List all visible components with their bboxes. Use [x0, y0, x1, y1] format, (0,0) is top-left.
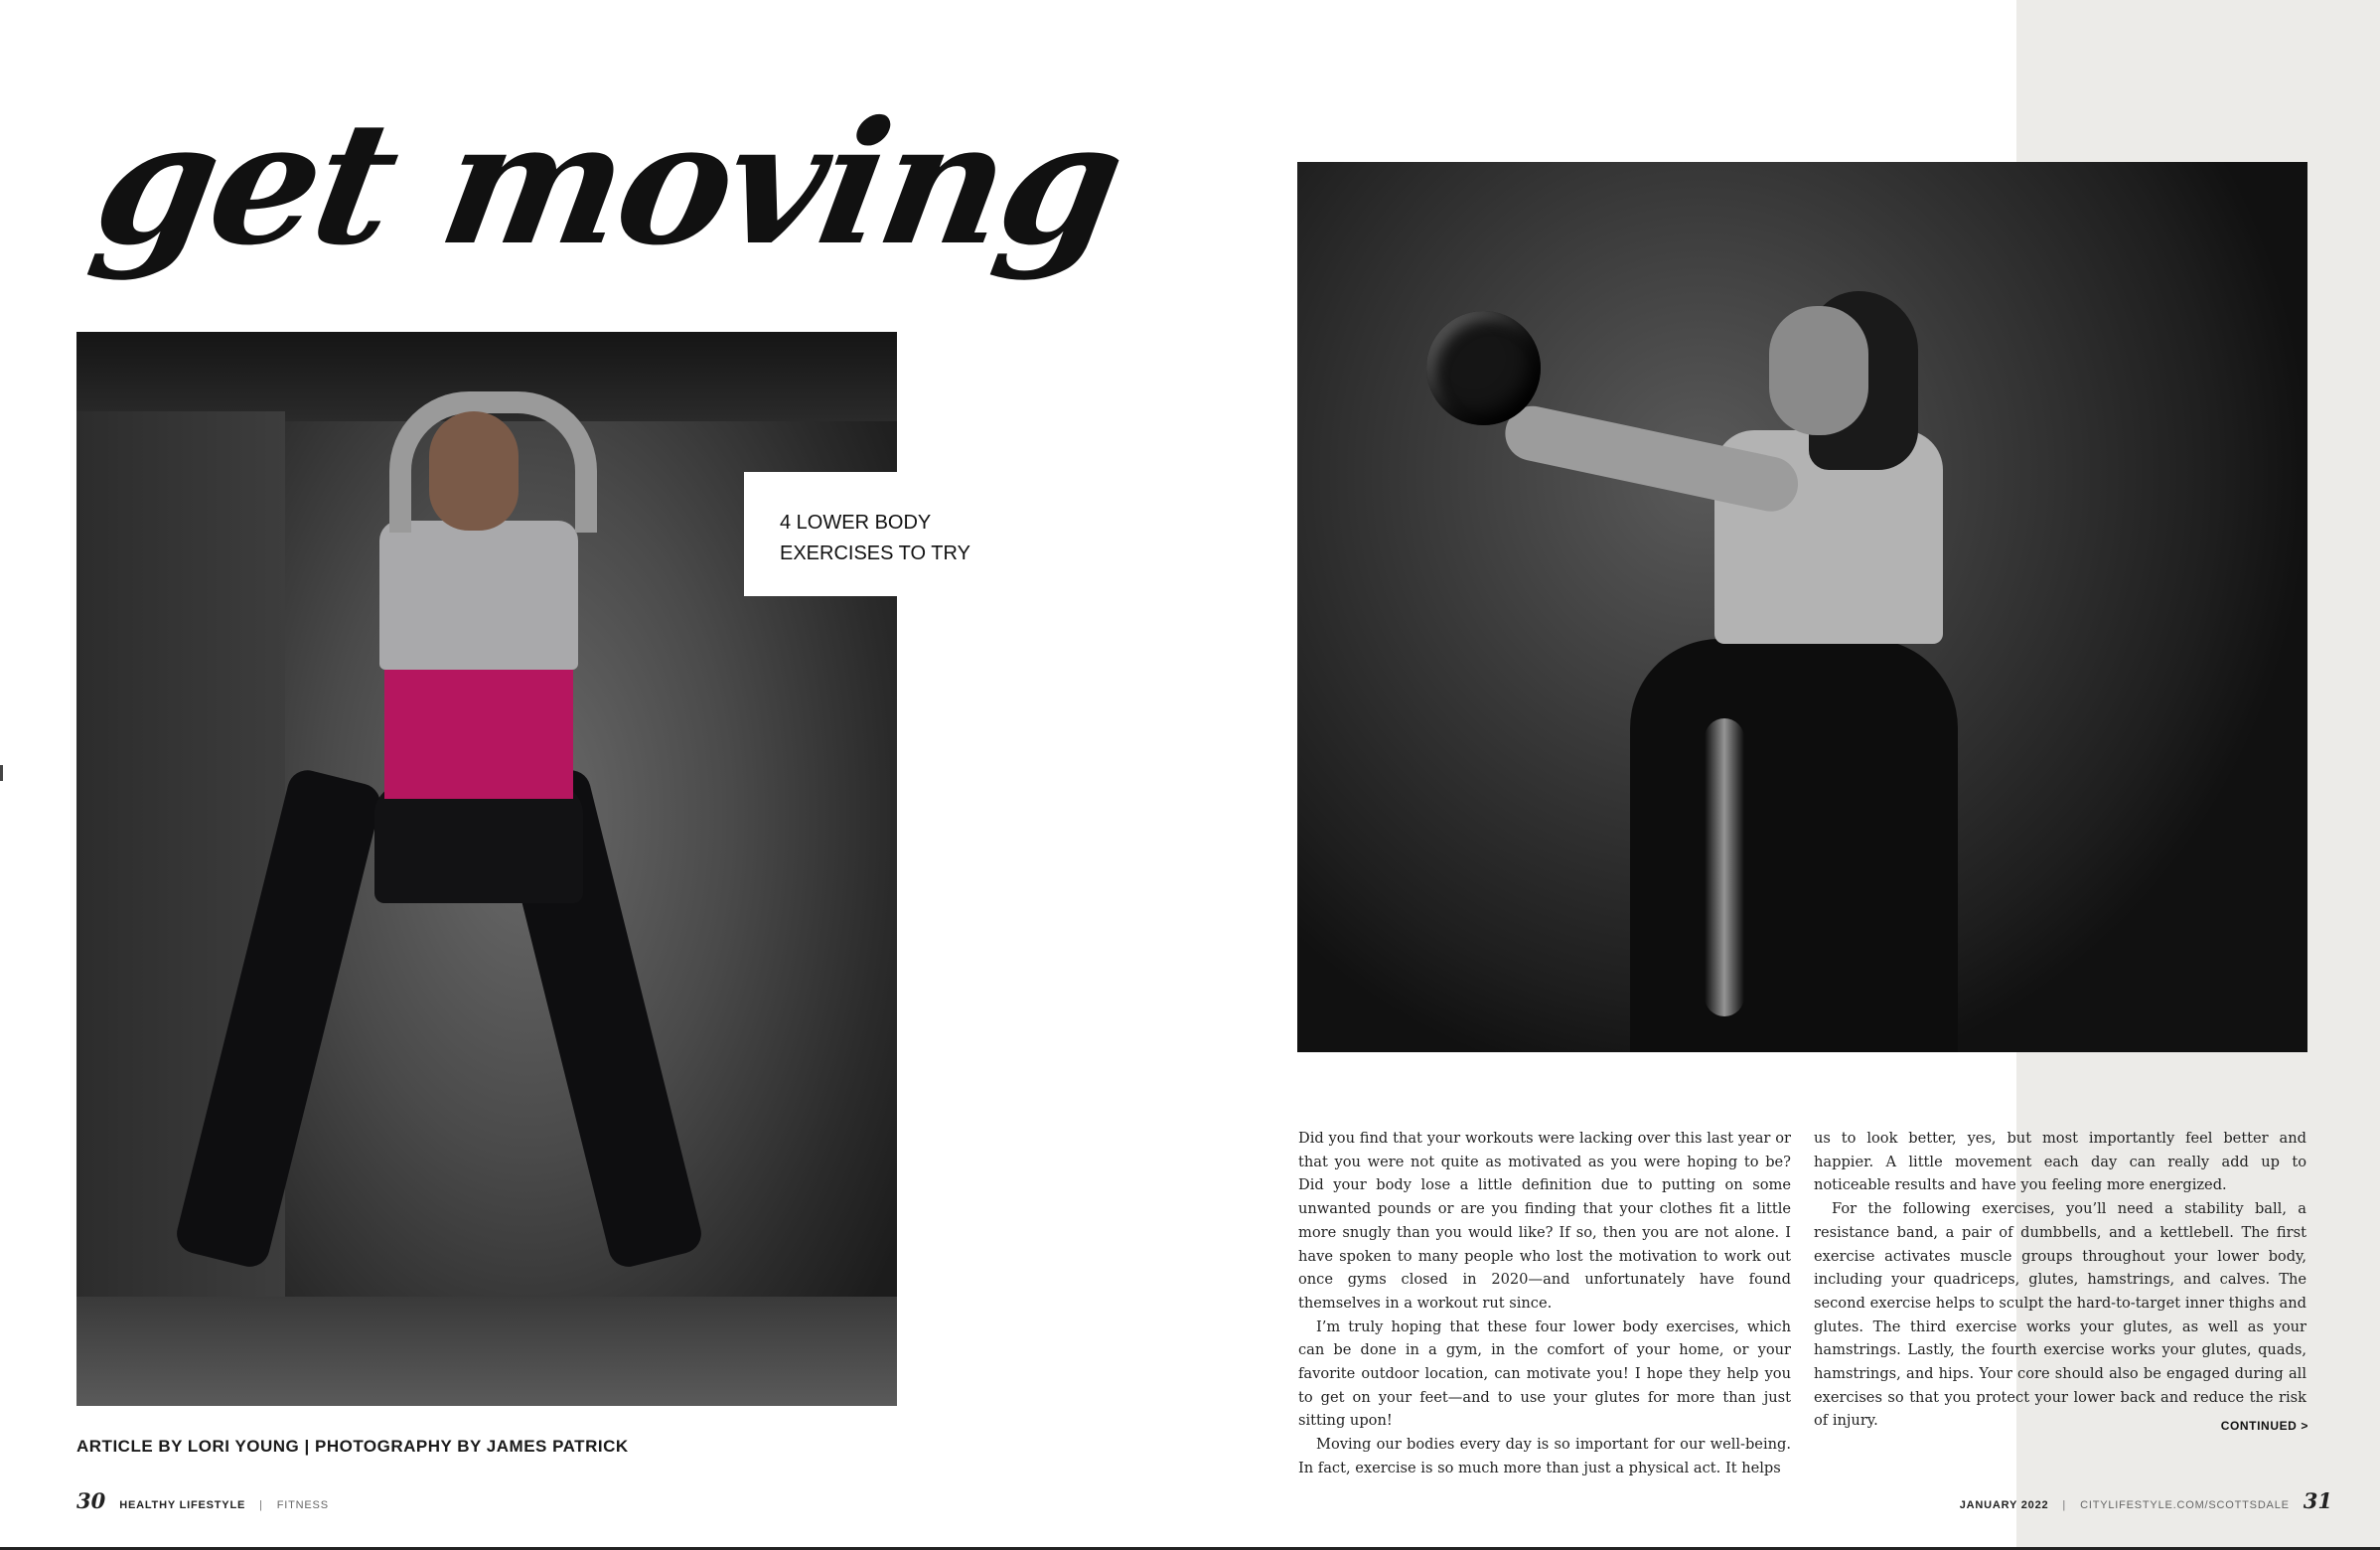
- callout-line-1: 4 LOWER BODY: [780, 512, 932, 534]
- section-name: HEALTHY LIFESTYLE: [119, 1499, 246, 1511]
- folio-right: [1960, 1488, 2332, 1513]
- body-column-2: [1814, 1127, 2306, 1433]
- paragraph: For the following exercises, you’ll need a stability ball, a resistance band, a pair of dumbbells, and a kettlebell. The first exercise activates muscle groups throughout your lower body, including your quadriceps, glutes, hamstrings, and calves. The second exercise helps to sculpt the hard-to-target inner thighs and glutes. The third exercise works your glutes, as well as your hamstrings. Lastly, the fourth exercise works your glutes, quads, hamstrings, and hips. Your core should also be engaged during all exercises so that you protect your lower back and reduce the risk of injury.: [1814, 1200, 2306, 1430]
- paragraph: Did you find that your workouts were lacking over this last year or that you were not quite as motivated as you were hoping to be? Did your body lose a little definition due to putting on some unwanted pounds or are you finding that your clothes fit a little more snugly than you would like? If so, then you are not alone. I have spoken to many people who lost the motivation to work out once gyms closed in 2020—and unfortunately have found themselves in a workout rut since.: [1298, 1130, 1791, 1312]
- callout-line-2: EXERCISES TO TRY: [780, 542, 970, 564]
- byline: ARTICLE BY LORI YOUNG | PHOTOGRAPHY BY JAMES PATRICK: [76, 1437, 629, 1456]
- page-number-left: 30: [76, 1488, 106, 1513]
- paragraph: I’m truly hoping that these four lower body exercises, which can be done in a gym, in the comfort of your home, or your favorite outdoor location, can motivate you! I hope they help you to get on your feet—and to use your glutes for more than just sitting upon!: [1298, 1318, 1791, 1430]
- callout-box: [744, 472, 972, 596]
- paragraph: us to look better, yes, but most importantly feel better and happier. A little movement each day can really add up to noticeable results and have you feeling more energized.: [1814, 1130, 2306, 1194]
- issue-date: JANUARY 2022: [1959, 1499, 2049, 1511]
- body-column-1: [1298, 1127, 1791, 1480]
- subsection-name: FITNESS: [276, 1499, 329, 1511]
- folio-left: [76, 1488, 329, 1513]
- article-title: get moving: [81, 84, 1134, 283]
- page-number-right: 31: [2303, 1488, 2332, 1513]
- paragraph: Moving our bodies every day is so important for our well-being. In fact, exercise is so much more than just a physical act. It helps: [1298, 1436, 1791, 1476]
- folio-separator: |: [259, 1499, 263, 1511]
- page-edge-tick: [0, 765, 3, 781]
- right-photo: [1297, 162, 2307, 1052]
- folio-separator: |: [2062, 1499, 2067, 1511]
- continued-link[interactable]: CONTINUED >: [2220, 1419, 2308, 1433]
- website: CITYLIFESTYLE.COM/SCOTTSDALE: [2080, 1499, 2290, 1511]
- kettlebell: [1426, 311, 1541, 425]
